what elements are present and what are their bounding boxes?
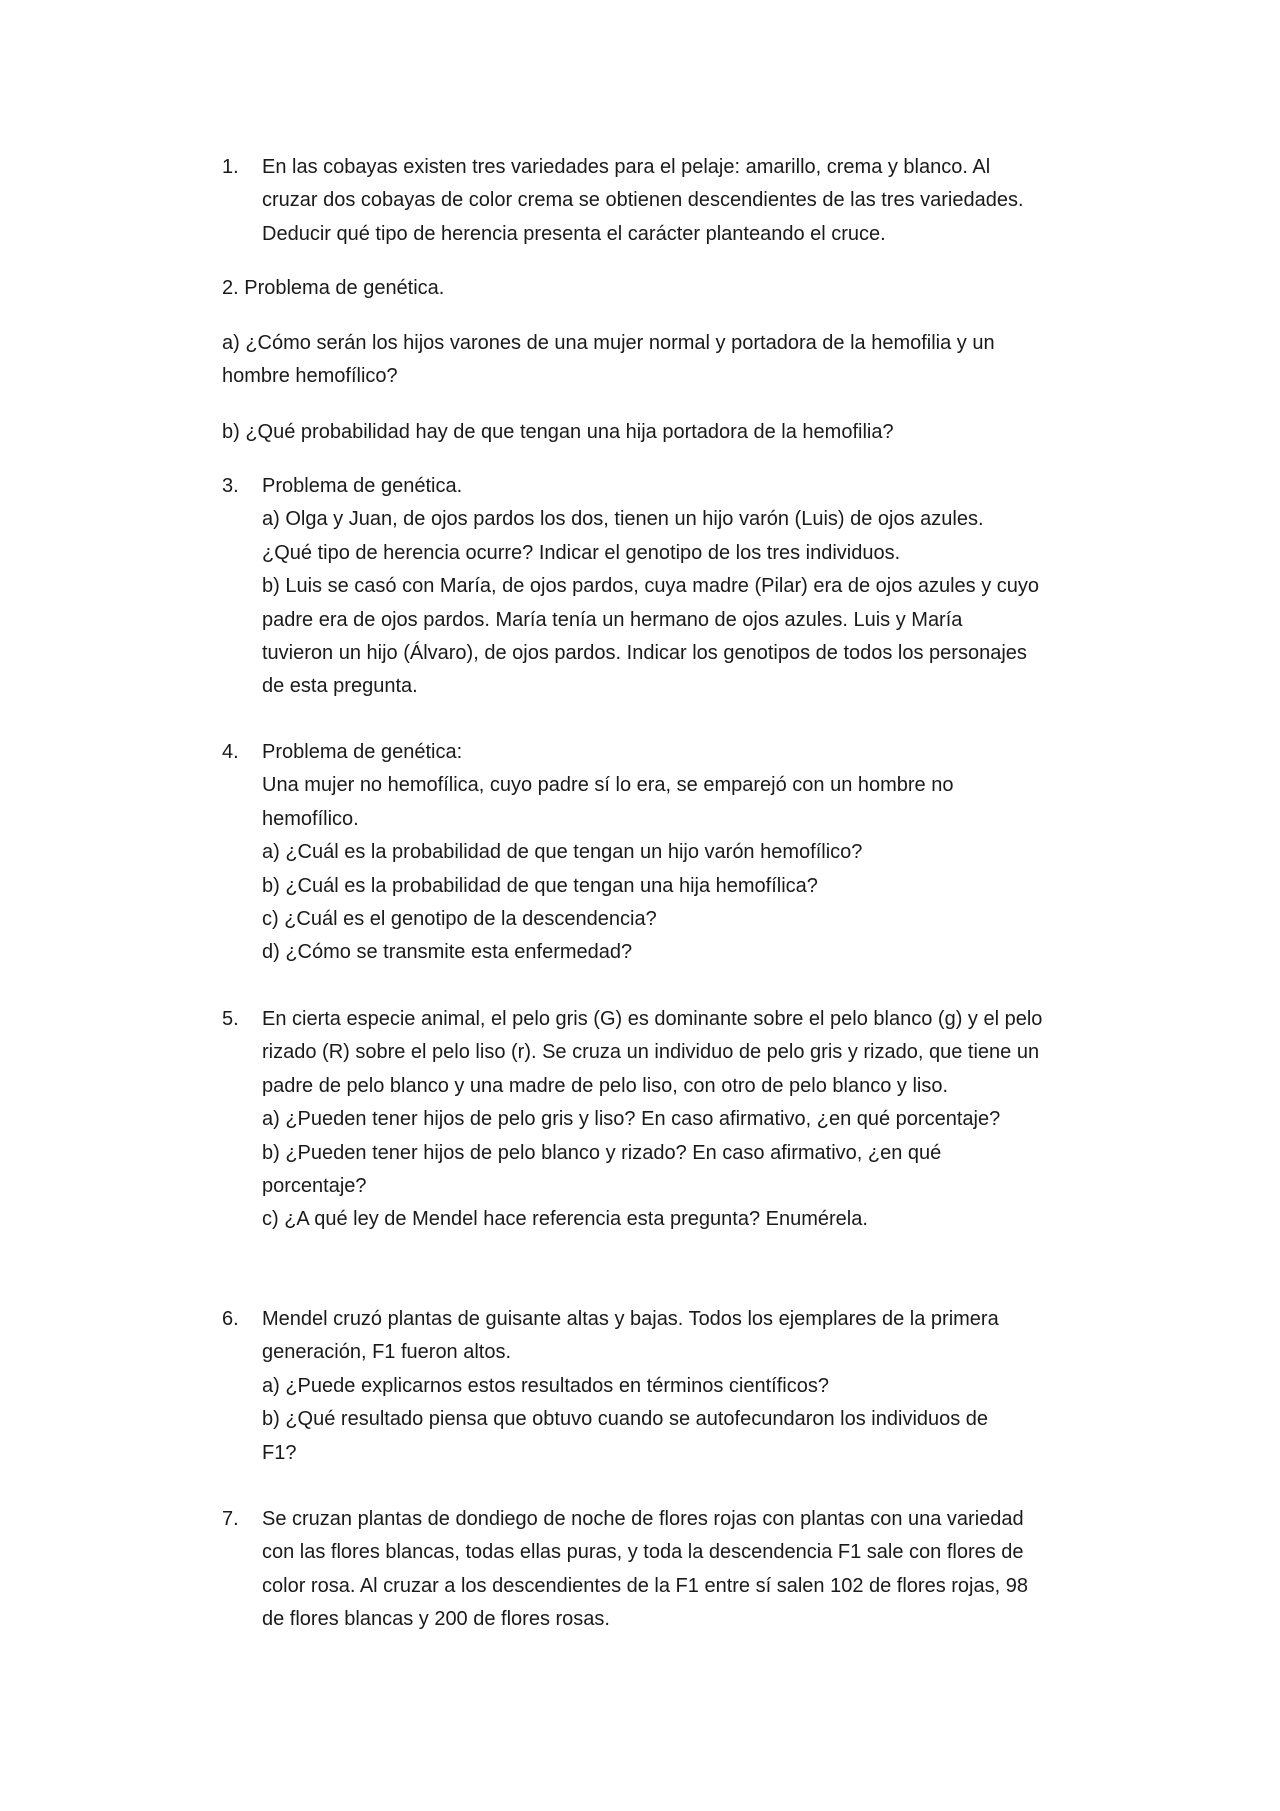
- question-5-line-4: a) ¿Pueden tener hijos de pelo gris y liso? En caso afirmativo, ¿en qué porcentaje?: [262, 1108, 1001, 1131]
- question-3-line-1: Problema de genética.: [262, 475, 463, 497]
- question-3-line-2: a) Olga y Juan, de ojos pardos los dos, tienen un hijo varón (Luis) de ojos azules.: [262, 508, 984, 531]
- question-2-part-a: [222, 327, 1102, 394]
- question-1-number: 1.: [222, 156, 239, 178]
- question-5-number: 5.: [222, 1008, 239, 1030]
- question-7-line-3: color rosa. Al cruzar a los descendientes de la F1 entre sí salen 102 de flores rojas, 98: [262, 1574, 1028, 1597]
- question-3-line-4: b) Luis se casó con María, de ojos pardos, cuya madre (Pilar) era de ojos azules y cuyo: [262, 575, 1040, 598]
- question-3-line-5: padre era de ojos pardos. María tenía un hermano de ojos azules. Luis y María: [262, 608, 963, 631]
- question-2-a-line-2: hombre hemofílico?: [222, 365, 398, 388]
- question-5-line-3: padre de pelo blanco y una madre de pelo liso, con otro de pelo blanco y liso.: [262, 1074, 949, 1097]
- question-4: [222, 736, 1102, 970]
- question-7-line-1: Se cruzan plantas de dondiego de noche de flores rojas con plantas con una variedad: [262, 1508, 1024, 1530]
- question-5-line-5: b) ¿Pueden tener hijos de pelo blanco y rizado? En caso afirmativo, ¿en qué: [262, 1141, 942, 1164]
- question-6-line-1: Mendel cruzó plantas de guisante altas y bajas. Todos los ejemplares de la primera: [262, 1308, 999, 1330]
- question-4-line-5: b) ¿Cuál es la probabilidad de que tengan una hija hemofílica?: [262, 874, 818, 897]
- question-5: [222, 1003, 1102, 1237]
- question-4-line-1: Problema de genética:: [262, 741, 463, 763]
- question-4-line-4: a) ¿Cuál es la probabilidad de que tengan un hijo varón hemofílico?: [262, 841, 863, 864]
- question-6: [222, 1303, 1102, 1470]
- question-7-number: 7.: [222, 1508, 239, 1530]
- question-6-number: 6.: [222, 1308, 239, 1330]
- question-2-a-line-1: a) ¿Cómo serán los hijos varones de una mujer normal y portadora de la hemofilia y un: [222, 332, 995, 354]
- question-4-line-2: Una mujer no hemofílica, cuyo padre sí lo era, se emparejó con un hombre no: [262, 774, 954, 797]
- question-1-line-3: Deducir qué tipo de herencia presenta el carácter planteando el cruce.: [262, 222, 886, 245]
- question-4-line-6: c) ¿Cuál es el genotipo de la descendencia?: [262, 908, 657, 931]
- question-5-line-1: En cierta especie animal, el pelo gris (G) es dominante sobre el pelo blanco (g) y el pelo: [262, 1008, 1043, 1030]
- question-4-number: 4.: [222, 741, 239, 763]
- question-1-line-1: En las cobayas existen tres variedades para el pelaje: amarillo, crema y blanco. Al: [262, 156, 991, 178]
- question-6-line-4: b) ¿Qué resultado piensa que obtuvo cuando se autofecundaron los individuos de: [262, 1408, 989, 1431]
- question-7-line-2: con las flores blancas, todas ellas puras, y toda la descendencia F1 sale con flores de: [262, 1541, 1024, 1564]
- question-3: [222, 470, 1102, 704]
- question-2-part-b: b) ¿Qué probabilidad hay de que tengan una hija portadora de la hemofilia?: [222, 421, 894, 443]
- question-3-line-3: ¿Qué tipo de herencia ocurre? Indicar el genotipo de los tres individuos.: [262, 541, 901, 564]
- question-4-line-3: hemofílico.: [262, 807, 359, 830]
- question-7: [222, 1503, 1102, 1637]
- question-3-line-6: tuvieron un hijo (Álvaro), de ojos pardos. Indicar los genotipos de todos los personajes: [262, 642, 1027, 665]
- question-7-line-4: de flores blancas y 200 de flores rosas.: [262, 1608, 610, 1631]
- question-1-line-2: cruzar dos cobayas de color crema se obtienen descendientes de las tres variedades.: [262, 189, 1024, 212]
- question-6-line-2: generación, F1 fueron altos.: [262, 1341, 512, 1364]
- question-5-line-7: c) ¿A qué ley de Mendel hace referencia esta pregunta? Enumérela.: [262, 1208, 868, 1231]
- question-4-line-7: d) ¿Cómo se transmite esta enfermedad?: [262, 941, 633, 964]
- question-6-line-3: a) ¿Puede explicarnos estos resultados en términos científicos?: [262, 1374, 829, 1397]
- question-3-number: 3.: [222, 475, 239, 497]
- question-5-line-2: rizado (R) sobre el pelo liso (r). Se cruza un individuo de pelo gris y rizado, que tiene un: [262, 1041, 1040, 1064]
- question-6-line-5: F1?: [262, 1441, 297, 1464]
- question-5-line-6: porcentaje?: [262, 1175, 367, 1198]
- question-1: [222, 151, 1102, 251]
- question-3-line-7: de esta pregunta.: [262, 675, 418, 698]
- question-2-title: 2. Problema de genética.: [222, 277, 445, 299]
